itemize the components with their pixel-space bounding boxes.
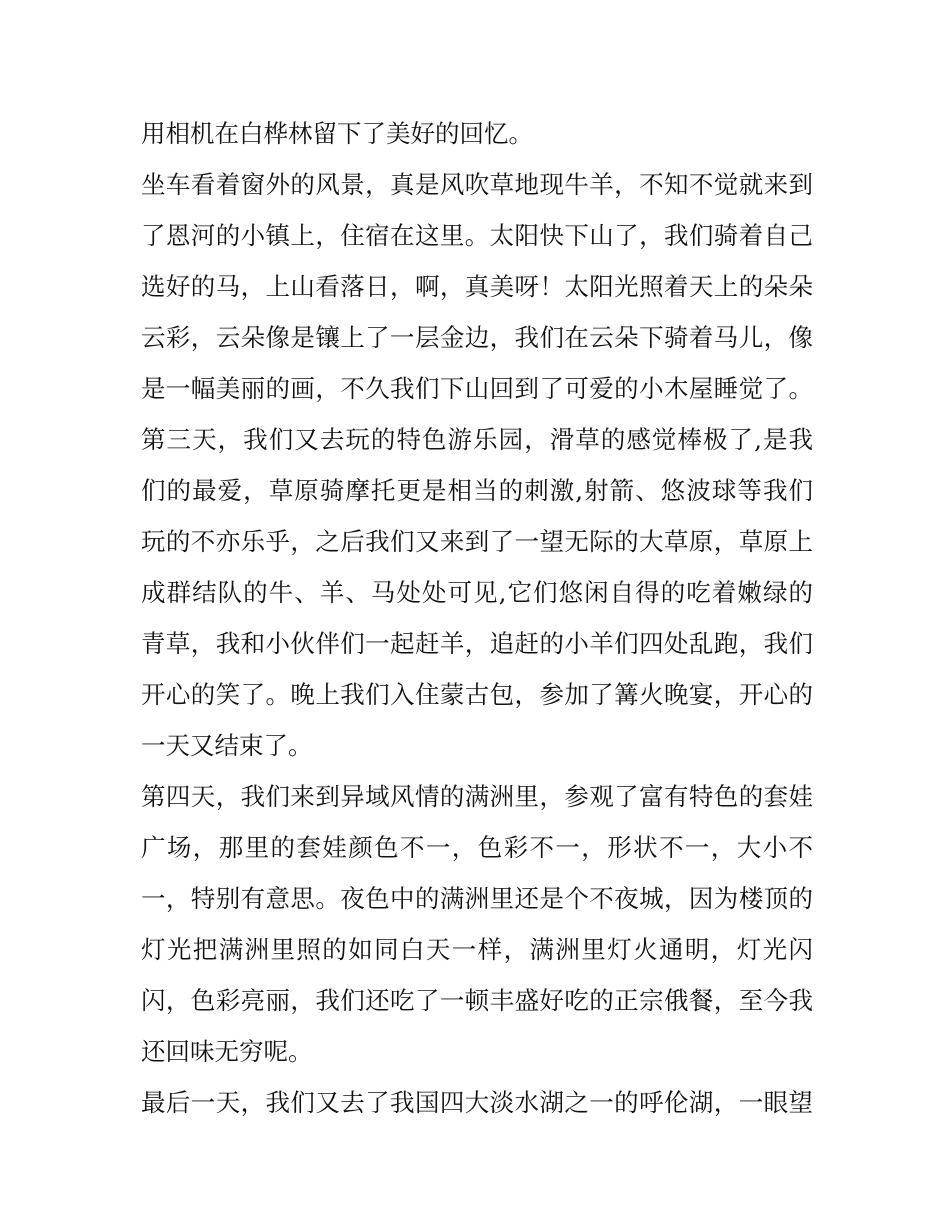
text-line: 一，特别有意思。夜色中的满洲里还是个不夜城，因为楼顶的 xyxy=(141,884,813,913)
text-line: 闪，色彩亮丽，我们还吃了一顿丰盛好吃的正宗俄餐，至今我 xyxy=(141,986,813,1015)
text-line: 开心的笑了。晚上我们入住蒙古包，参加了篝火晚宴，开心的 xyxy=(141,680,813,709)
text-line: 最后一天，我们又去了我国四大淡水湖之一的呼伦湖，一眼望 xyxy=(141,1088,813,1117)
text-line: 成群结队的牛、羊、马处处可见,它们悠闲自得的吃着嫩绿的 xyxy=(141,578,813,607)
text-line: 一天又结束了。 xyxy=(141,731,313,760)
text-line: 坐车看着窗外的风景，真是风吹草地现牛羊，不知不觉就来到 xyxy=(141,170,813,199)
text-line: 云彩，云朵像是镶上了一层金边，我们在云朵下骑着马儿，像 xyxy=(141,323,813,352)
text-line: 青草，我和小伙伴们一起赶羊，追赶的小羊们四处乱跑，我们 xyxy=(141,629,813,658)
text-line: 了恩河的小镇上，住宿在这里。太阳快下山了，我们骑着自己 xyxy=(141,221,813,250)
text-line: 灯光把满洲里照的如同白天一样，满洲里灯火通明，灯光闪 xyxy=(141,935,813,964)
text-line: 们的最爱，草原骑摩托更是相当的刺激,射箭、悠波球等我们 xyxy=(141,476,813,505)
text-line: 用相机在白桦林留下了美好的回忆。 xyxy=(141,119,533,148)
text-line: 选好的马，上山看落日，啊，真美呀！太阳光照着天上的朵朵 xyxy=(141,272,813,301)
text-line: 还回味无穷呢。 xyxy=(141,1037,313,1066)
text-line: 第四天，我们来到异域风情的满洲里，参观了富有特色的套娃 xyxy=(141,782,813,811)
text-line: 第三天，我们又去玩的特色游乐园，滑草的感觉棒极了,是我 xyxy=(141,425,813,454)
body-text xyxy=(141,108,813,1128)
text-line: 广场，那里的套娃颜色不一，色彩不一，形状不一，大小不 xyxy=(141,833,813,862)
text-line: 玩的不亦乐乎，之后我们又来到了一望无际的大草原，草原上 xyxy=(141,527,813,556)
text-line: 是一幅美丽的画，不久我们下山回到了可爱的小木屋睡觉了。 xyxy=(141,374,813,403)
